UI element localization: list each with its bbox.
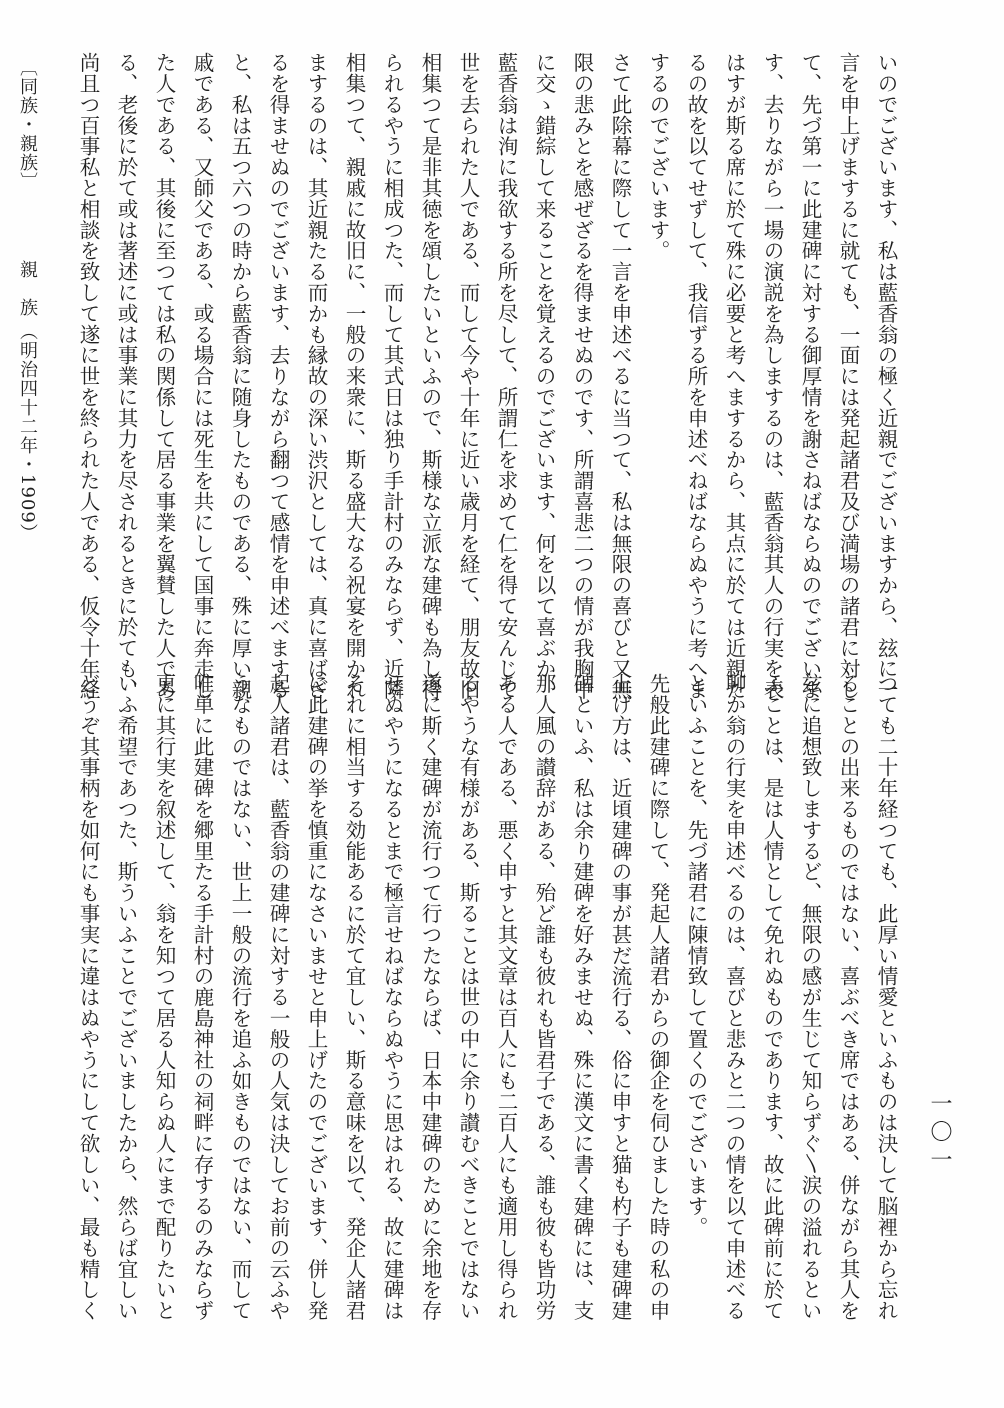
- text-line: るを得ませぬのでございます、去りながら翻つて感情を申述べまする: [266, 52, 290, 700]
- text-line: それに相当する効能あるに於て宜しい、斯る意味を以て、発企人諸君: [342, 673, 366, 1321]
- text-line: うなものではない、世上一般の流行を追ふ如きものではない、而して: [228, 673, 252, 1321]
- text-line: 那人風の讃辞がある、殆ど誰も彼れも皆君子である、誰も彼も皆功労: [532, 673, 556, 1321]
- text-line: 遂に斯く建碑が流行つて行つたならば、日本中建碑のために余地を存: [418, 673, 442, 1321]
- text-line: に交ゝ錯綜して来ることを覚えるのでございます、何を以て喜ぶか、: [532, 52, 556, 700]
- text-line: られるやうに相成つた、而して其式日は独り手計村のみならず、近隣: [380, 52, 404, 700]
- text-line: どうぞ其事柄を如何にも事実に違はぬやうにして欲しい、最も精しく: [76, 673, 100, 1321]
- text-line: ふことは、是は人情として免れぬものであります、故に此碑前に於て: [760, 673, 784, 1321]
- running-head-section: 〔同族・親族〕: [17, 58, 38, 191]
- text-line: するのでございます。: [646, 52, 670, 261]
- text-line: 唯単に此建碑を郷里たる手計村の鹿島神社の祠畔に存するのみならず: [190, 673, 214, 1321]
- text-line: いのでございます、私は藍香翁の極く近親でございますから、玆に一: [874, 52, 898, 700]
- text-line: 先般此建碑に際して、発起人諸君からの御企を伺ひました時の私の申: [646, 673, 670, 1321]
- text-line: 藍香翁は洵に我欲する所を尽して、所謂仁を求めて仁を得て安んじて: [494, 52, 518, 700]
- text-line: る、老後に於て或は著述に或は事業に其力を尽されるときに於ても、: [114, 52, 138, 700]
- text-line: さて此除幕に際して一言を申述べるに当つて、私は無限の喜びと又無: [608, 52, 632, 700]
- text-line: 戚である、又師父である、或る場合には死生を共にして国事に奔走し: [190, 52, 214, 700]
- text-line: せぬやうになるとまで極言せねばならぬやうに思はれる、故に建碑は: [380, 673, 404, 1321]
- text-line: に此建碑の挙を慎重になさいませと申上げたのでございます、併し発: [304, 673, 328, 1321]
- text-line: と、私は五つ六つの時から藍香翁に随身したものである、殊に厚い親: [228, 52, 252, 700]
- text-line: 聊か翁の行実を申述べるのは、喜びと悲みと二つの情を以て申述べる: [722, 673, 746, 1321]
- text-line: 上げ方は、近頃建碑の事が甚だ流行る、俗に申すと猫も杓子も建碑建: [608, 673, 632, 1321]
- text-line: 相集つて是非其徳を頌したいといふので、斯様な立派な建碑も為し得: [418, 52, 442, 700]
- text-line: 相集つて、親戚に故旧に、一般の来衆に、斯る盛大なる祝宴を開かれ: [342, 52, 366, 700]
- text-line: 言を申上げまするに就ても、一面には発起諸君及び満場の諸君に対し: [836, 52, 860, 700]
- running-head-date: （明治四十二年・1909）: [17, 322, 38, 543]
- text-line: 玆に追想致しまするど、無限の感が生じて知らずぐ〵涙の溢れるとい: [798, 673, 822, 1321]
- text-line: はすが斯る席に於て殊に必要と考へまするから、其点に於ては近親た: [722, 52, 746, 700]
- text-line: 更に其行実を叙述して、翁を知つて居る人知らぬ人にまで配りたいと: [152, 673, 176, 1321]
- text-line: るやうな有様がある、斯ることは世の中に余り讃むべきことではない: [456, 673, 480, 1321]
- text-line: 碑といふ、私は余り建碑を好みませぬ、殊に漢文に書く建碑には、支: [570, 673, 594, 1321]
- text-line: 尚且つ百事私と相談を致して遂に世を終られた人である、仮令十年経: [76, 52, 100, 700]
- text-line: ある人である、悪く申すと其文章は百人にも二百人にも適用し得られ: [494, 673, 518, 1321]
- text-line: た人である、其後に至つては私の関係して居る事業を翼賛した人であ: [152, 52, 176, 700]
- text-line: るの故を以てせずして、我信ずる所を申述べねばならぬやうに考へま: [684, 52, 708, 700]
- text-line: いふ希望であつた、斯ういふことでございましたから、然らば宜しい: [114, 673, 138, 1321]
- text-line: 限の悲みとを感ぜざるを得ませぬのです、所謂喜悲二つの情が我胸中: [570, 52, 594, 700]
- text-line: といふことを、先づ諸君に陳情致して置くのでございます。: [684, 673, 708, 1238]
- running-head-title: 親 族: [17, 260, 38, 317]
- text-line: つても二十年経つても、此厚い情愛といふものは決して脳裡から忘れ: [874, 673, 898, 1321]
- page-number: 一〇一: [927, 1092, 952, 1176]
- text-line: す、去りながら一場の演説を為しまするのは、藍香翁其人の行実を表: [760, 52, 784, 700]
- text-line: 世を去られた人である、而して今や十年に近い歳月を経て、朋友故旧: [456, 52, 480, 700]
- text-line: まするのは、其近親たる而かも縁故の深い渋沢としては、真に喜ばざ: [304, 52, 328, 700]
- text-line: ることの出来るものではない、喜ぶべき席ではある、併ながら其人を: [836, 673, 860, 1321]
- text-line: て、先づ第一に此建碑に対する御厚情を謝さねばならぬのでございま: [798, 52, 822, 700]
- text-line: 起人諸君は、藍香翁の建碑に対する一般の人気は決してお前の云ふや: [266, 673, 290, 1321]
